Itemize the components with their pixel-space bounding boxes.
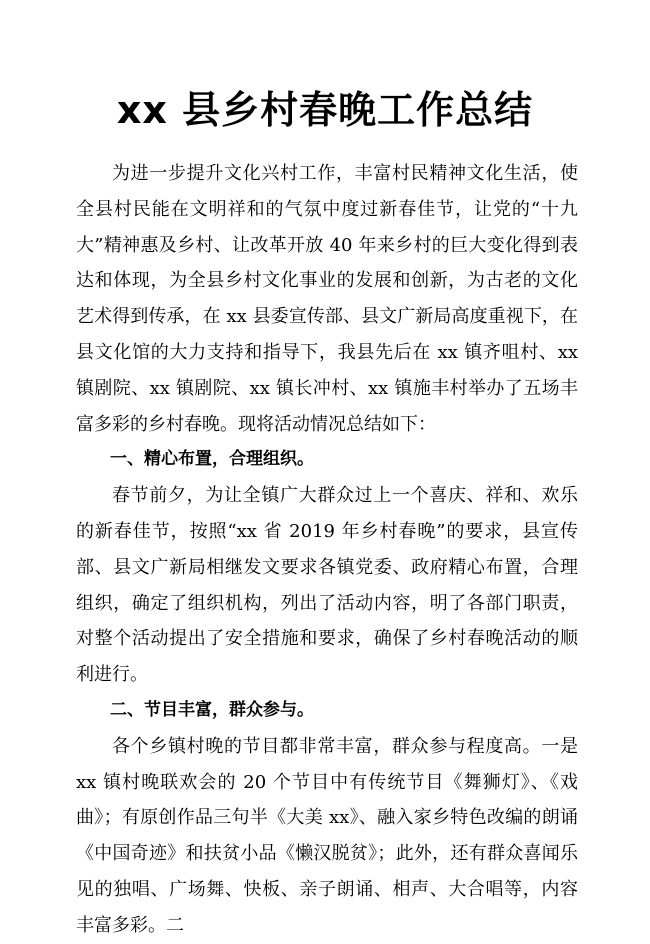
section-1-paragraph: 春节前夕，为让全镇广大群众过上一个喜庆、祥和、欢乐的新春佳节，按照“xx 省 2019 年乡村春晚”的要求，县宣传部、县文广新局相继发文要求各镇党委、政府精心布置，合理组织，确定了组织机构，列出了活动内容，明了各部门职责，对整个活动提出了安全措施和要求，确保了乡村春晚活动的顺利进行。 [76,485,578,686]
section-heading-1: 一、精心布置，合理组织。 [110,449,314,470]
document-title: xx 县乡村春晚工作总结 [116,88,534,132]
section-2-paragraph: 各个乡镇村晚的节目都非常丰富，群众参与程度高。一是 xx 镇村晚联欢会的 20 个节目中有传统节目《舞狮灯》、《戏曲》；有原创作品三句半《大美 xx》、融入家乡特色改编的朗诵《中国奇迹》和扶贫小品《懒汉脱贫》；此外，还有群众喜闻乐见的独唱、广场舞、快板、亲子朗诵、相声、大合唱等，内容丰富多彩。二 [76,735,578,936]
document-body [76,156,578,944]
section-heading-2: 二、节目丰富，群众参与。 [110,699,314,720]
intro-paragraph: 为进一步提升文化兴村工作，丰富村民精神文化生活，使全县村民能在文明祥和的气氛中度过新春佳节，让党的“十九大”精神惠及乡村、让改革开放 40 年来乡村的巨大变化得到表达和体现，为全县乡村文化事业的发展和创新，为古老的文化艺术得到传承，在 xx 县委宣传部、县文广新局高度重视下，在县文化馆的大力支持和指导下，我县先后在 xx 镇齐咀村、xx 镇剧院、xx 镇剧院、xx 镇长冲村、xx 镇施丰村举办了五场丰富多彩的乡村春晚。现将活动情况总结如下： [76,163,578,435]
